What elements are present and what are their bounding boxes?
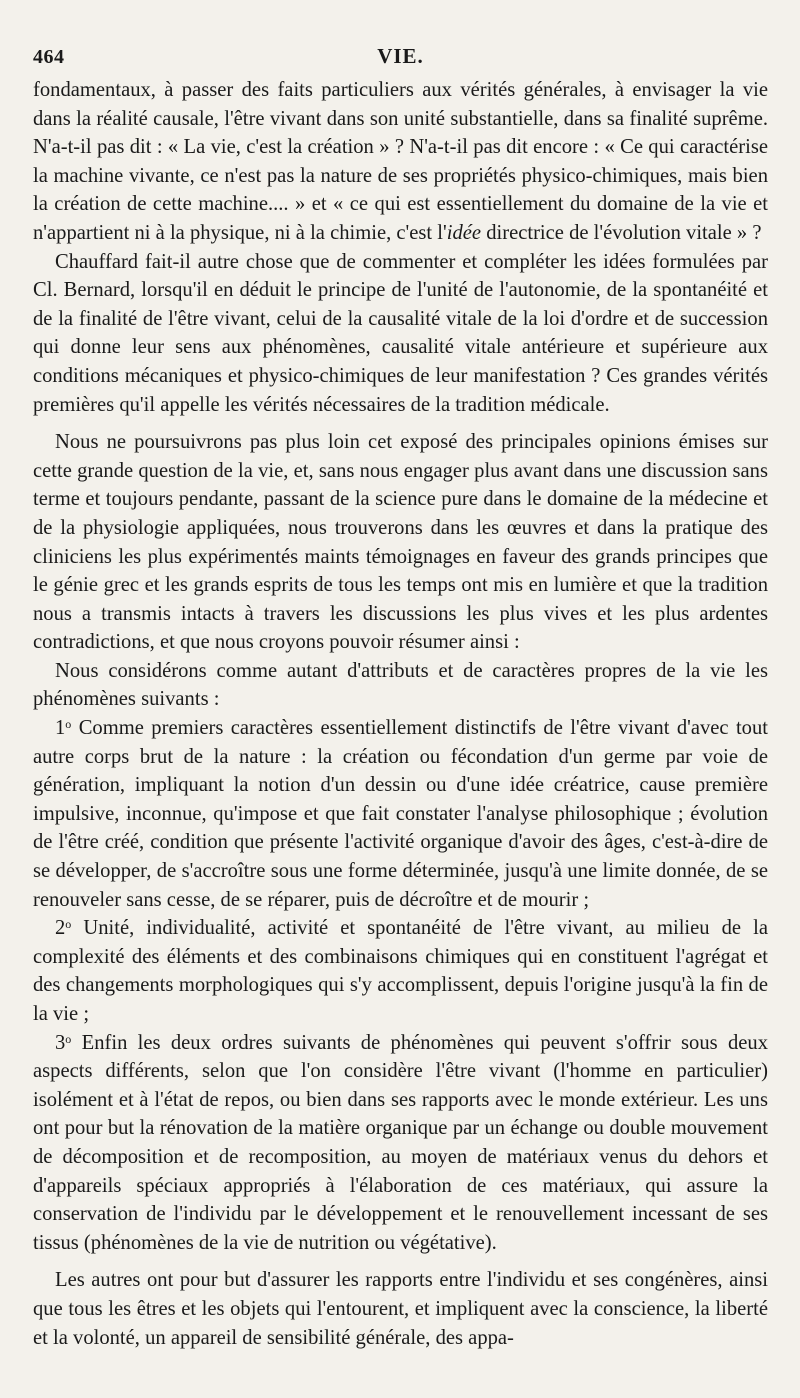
paragraph-continuation (33, 76, 768, 248)
numbered-paragraph (33, 914, 768, 1028)
numbered-paragraph (33, 714, 768, 914)
paragraph (33, 1266, 768, 1352)
paragraph (33, 657, 768, 714)
paragraph-text: fondamentaux, à passer des faits particuliers aux vérités générales, à envisager la vie dans la réalité causale, l'être vivant dans son unité substantielle, dans sa finalité suprême. N'a-t-il pas dit : « La vie, c'est la création » ? N'a-t-il pas dit encore : « Ce qui caractérise la machine vivante, ce n'est pas la nature de ses propriétés physico-chimiques, mais bien la création de cette machine.... » et « ce qui est essentiellement du domaine de la vie et n'appartient ni à la physique, ni à la chimie, c'est l' (33, 79, 768, 244)
paragraph-text: Enfin les deux ordres suivants de phénomènes qui peuvent s'offrir sous deux aspects différents, selon que l'on considère l'être vivant (l'homme en particulier) isolément et à l'état de repos, ou bien dans ses rapports avec le monde extérieur. Les uns ont pour but la rénovation de la matière organique par un échange ou double mouvement de décomposition et de recomposition, au moyen de matériaux venus du dehors et d'appareils spéciaux appropriés à l'élaboration de ces matériaux, qui assure la conservation de l'individu par le développement et le renouvellement incessant de ses tissus (phénomènes de la vie de nutrition ou végétative). (33, 1031, 768, 1254)
ordinal-number: 2 (55, 917, 66, 940)
paragraph-text: Unité, individualité, activité et spontanéité de l'être vivant, au milieu de la complexité des éléments et des combinaisons chimiques qui en constituent l'agrégat et des changements morphologiques qui s'y accomplissent, depuis l'origine jusqu'à la fin de la vie ; (33, 917, 768, 1025)
ordinal-suffix: o (65, 1031, 72, 1046)
paragraph (33, 428, 768, 657)
ordinal-number: 3 (55, 1031, 66, 1054)
paragraph-text: Chauffard fait-il autre chose que de commenter et compléter les idées formulées par Cl. Bernard, lorsqu'il en déduit le principe de l'unité de l'autonomie, de la spontanéité et de la finalité de l'être vivant, celui de la causalité vitale de la loi d'ordre et de succession qui donne leur sens aux phénomènes, causalité vitale antérieure et supérieure aux conditions mécaniques et physico-chimiques de leur manifestation ? Ces grandes vérités premières qu'il appelle les vérités nécessaires de la tradition médicale. (33, 250, 768, 416)
paragraph-text: Les autres ont pour but d'assurer les rapports entre l'individu et ses congénères, ainsi que tous les êtres et les objets qui l'entourent, et impliquent avec la conscience, la liberté et la volonté, un appareil de sensibilité générale, des appa- (33, 1269, 768, 1349)
body-text (33, 76, 768, 1352)
ordinal-suffix: o (65, 917, 72, 932)
paragraph-text: Comme premiers caractères essentiellement distinctifs de l'être vivant d'avec tout autre corps brut de la nature : la création ou fécondation d'un germe par voie de génération, impliquant la notion d'un dessin ou d'une idée créatrice, cause première impulsive, inconnue, qu'impose et que fait constater l'analyse philosophique ; évolution de l'être créé, condition que présente l'activité organique d'avoir des âges, c'est-à-dire de se développer, de s'accroître sous une forme déterminée, jusqu'à une limite donnée, de se renouveler sans cesse, de se réparer, puis de décroître et de mourir ; (33, 717, 768, 911)
page-number: 464 (33, 46, 65, 68)
page-header (33, 36, 768, 76)
paragraph (33, 248, 768, 420)
ordinal-number: 1 (55, 717, 66, 740)
paragraph-text: directrice de l'évolution vitale » ? (481, 221, 762, 244)
emphasized-word: idée (446, 221, 482, 244)
ordinal-marker (55, 1032, 71, 1054)
ordinal-suffix: o (65, 717, 72, 732)
ordinal-marker (55, 717, 71, 739)
running-title: VIE. (377, 44, 424, 68)
ordinal-marker (55, 917, 71, 939)
paragraph-text: Nous considérons comme autant d'attributs et de caractères propres de la vie les phénomènes suivants : (33, 659, 768, 711)
numbered-paragraph (33, 1029, 768, 1258)
paragraph-text: Nous ne poursuivrons pas plus loin cet exposé des principales opinions émises sur cette grande question de la vie, et, sans nous engager plus avant dans une discussion sans terme et toujours pendante, passant de la science pure dans le domaine de la médecine et de la physiologie appliquées, nous trouverons dans les œuvres et dans la pratique des cliniciens les plus expérimentés maints témoignages en faveur des grands principes que le génie grec et les grands esprits de tous les temps ont mis en lumière et que la tradition nous a transmis intacts à travers les discussions les plus vives et les plus ardentes contradictions, et que nous croyons pouvoir résumer ainsi : (33, 431, 768, 654)
